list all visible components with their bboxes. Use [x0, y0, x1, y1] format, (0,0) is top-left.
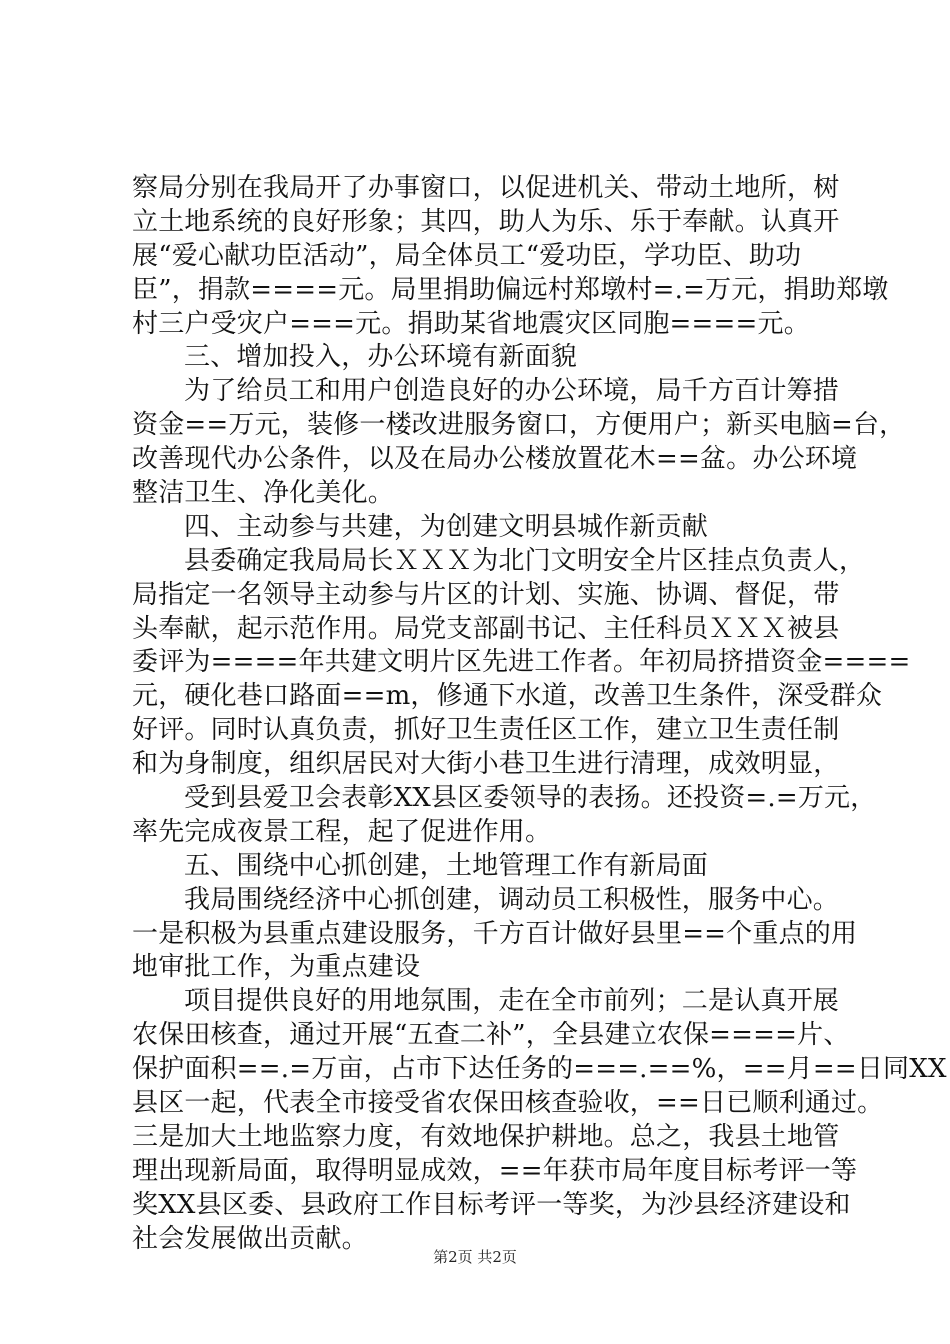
text-line: 改善现代办公条件，以及在局办公楼放置花木==盆。办公环境	[132, 444, 858, 475]
text-line: 头奉献，起示范作用。局党支部副书记、主任科员ＸＸＸ被县	[132, 613, 840, 644]
text-line: 察局分别在我局开了办事窗口，以促进机关、带动土地所，树	[132, 173, 840, 203]
document-body	[132, 172, 947, 1257]
text-line: 项目提供良好的用地氛围，走在全市前列；二是认真开展	[184, 986, 840, 1017]
text-line: 立土地系统的良好形象；其四，助人为乐、乐于奉献。认真开	[132, 206, 840, 237]
text-line: 村三户受灾户===元。捐助某省地震灾区同胞====元。	[132, 308, 810, 339]
text-line: 我局围绕经济中心抓创建，调动员工积极性，服务中心。	[184, 884, 840, 915]
text-line: 率先完成夜景工程，起了促进作用。	[132, 816, 552, 847]
text-line: 农保田核查，通过开展“五查二补”，全县建立农保====片、	[132, 1020, 850, 1051]
text-line: 奖XX县区委、县政府工作目标考评一等奖，为沙县经济建设和	[132, 1189, 851, 1220]
text-line: 资金==万元，装修一楼改进服务窗口，方便用户；新买电脑=台，	[132, 410, 906, 441]
text-line: 展“爱心献功臣活动”，局全体员工“爱功臣，学功臣、助功	[132, 240, 802, 271]
text-line: 保护面积==.=万亩，占市下达任务的===.==%，==月==日同XX	[132, 1054, 947, 1085]
text-line: 三是加大土地监察力度，有效地保护耕地。总之，我县土地管	[132, 1121, 840, 1152]
text-line: 受到县爱卫会表彰XX县区委领导的表扬。还投资=.=万元，	[184, 783, 877, 814]
text-line: 地审批工作，为重点建设	[132, 952, 421, 983]
text-line: 县委确定我局局长ＸＸＸ为北门文明安全片区挂点负责人，	[184, 545, 866, 576]
text-line: 社会发展做出贡献。	[132, 1223, 368, 1254]
text-line: 局指定一名领导主动参与片区的计划、实施、协调、督促，带	[132, 579, 840, 610]
text-line: 元，硬化巷口路面==m，修通下水道，改善卫生条件，深受群众	[132, 681, 883, 712]
text-line: 委评为====年共建文明片区先进工作者。年初局挤措资金====	[132, 647, 911, 678]
text-line: 整洁卫生、净化美化。	[132, 478, 395, 509]
text-line: 臣”，捐款====元。局里捐助偏远村郑墩村=.=万元，捐助郑墩	[132, 274, 889, 305]
section-heading: 三、增加投入，办公环境有新面貌	[184, 342, 578, 373]
section-heading: 五、围绕中心抓创建，土地管理工作有新局面	[184, 850, 709, 881]
text-line: 和为身制度，组织居民对大街小巷卫生进行清理，成效明显，	[132, 749, 840, 780]
text-line: 理出现新局面，取得明显成效，==年获市局年度目标考评一等	[132, 1155, 858, 1186]
text-line: 县区一起，代表全市接受省农保田核查验收，==日已顺利通过。	[132, 1088, 884, 1119]
page-number-footer: 第2页 共2页	[433, 1248, 517, 1266]
text-line: 为了给员工和用户创造良好的办公环境，局千方百计筹措	[184, 376, 840, 407]
section-heading: 四、主动参与共建，为创建文明县城作新贡献	[184, 511, 709, 542]
text-line: 一是积极为县重点建设服务，千方百计做好县里==个重点的用	[132, 918, 858, 949]
text-line: 好评。同时认真负责，抓好卫生责任区工作，建立卫生责任制	[132, 715, 840, 746]
